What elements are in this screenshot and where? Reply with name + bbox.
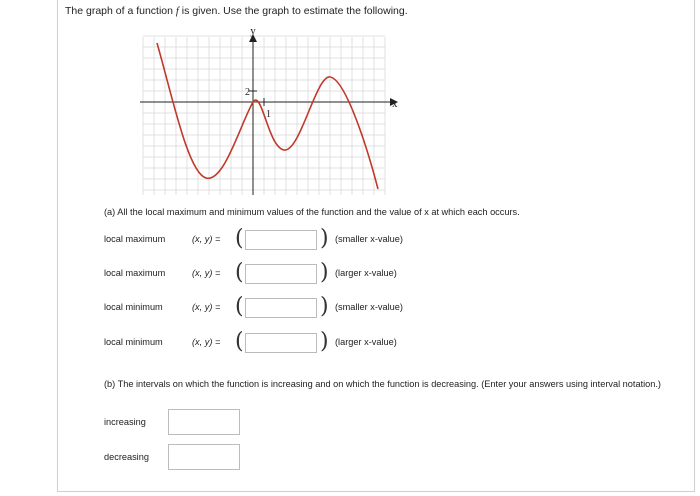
right-paren: ) — [320, 226, 329, 251]
left-paren: ( — [235, 294, 244, 319]
x-axis-label: x — [392, 98, 398, 110]
left-paren: ( — [235, 226, 244, 251]
local-min-smaller-input[interactable] — [245, 298, 317, 318]
right-paren: ) — [320, 260, 329, 285]
local-min-larger-input[interactable] — [245, 333, 317, 353]
row-label: local minimum — [104, 337, 163, 347]
row-hint: (smaller x-value) — [335, 302, 403, 312]
y-tick-label: 2 — [245, 87, 250, 98]
increasing-label: increasing — [104, 417, 146, 427]
row-label: local maximum — [104, 268, 166, 278]
xy-label: (x, y) = — [192, 234, 221, 244]
row-hint: (smaller x-value) — [335, 234, 403, 244]
y-axis-label: y — [250, 25, 256, 37]
xy-label: (x, y) = — [192, 337, 221, 347]
xy-label: (x, y) = — [192, 268, 221, 278]
part-a-question: (a) All the local maximum and minimum values of the function and the value of x at which each occurs. — [104, 207, 520, 217]
xy-label: (x, y) = — [192, 302, 221, 312]
row-label: local maximum — [104, 234, 166, 244]
right-paren: ) — [320, 329, 329, 354]
part-b-question: (b) The intervals on which the function is increasing and on which the function is decreasing. (Enter your answers using interval notation.) — [104, 379, 661, 389]
right-paren: ) — [320, 294, 329, 319]
row-label: local minimum — [104, 302, 163, 312]
function-symbol: f — [175, 6, 179, 17]
row-hint: (larger x-value) — [335, 337, 397, 347]
function-graph — [140, 25, 400, 197]
left-paren: ( — [235, 260, 244, 285]
decreasing-input[interactable] — [168, 444, 240, 470]
local-max-smaller-input[interactable] — [245, 230, 317, 250]
problem-prompt: The graph of a function f is given. Use the graph to estimate the following. — [65, 5, 408, 17]
left-paren: ( — [235, 329, 244, 354]
local-max-larger-input[interactable] — [245, 264, 317, 284]
increasing-input[interactable] — [168, 409, 240, 435]
decreasing-label: decreasing — [104, 452, 149, 462]
x-tick-label: 1 — [266, 109, 271, 120]
row-hint: (larger x-value) — [335, 268, 397, 278]
